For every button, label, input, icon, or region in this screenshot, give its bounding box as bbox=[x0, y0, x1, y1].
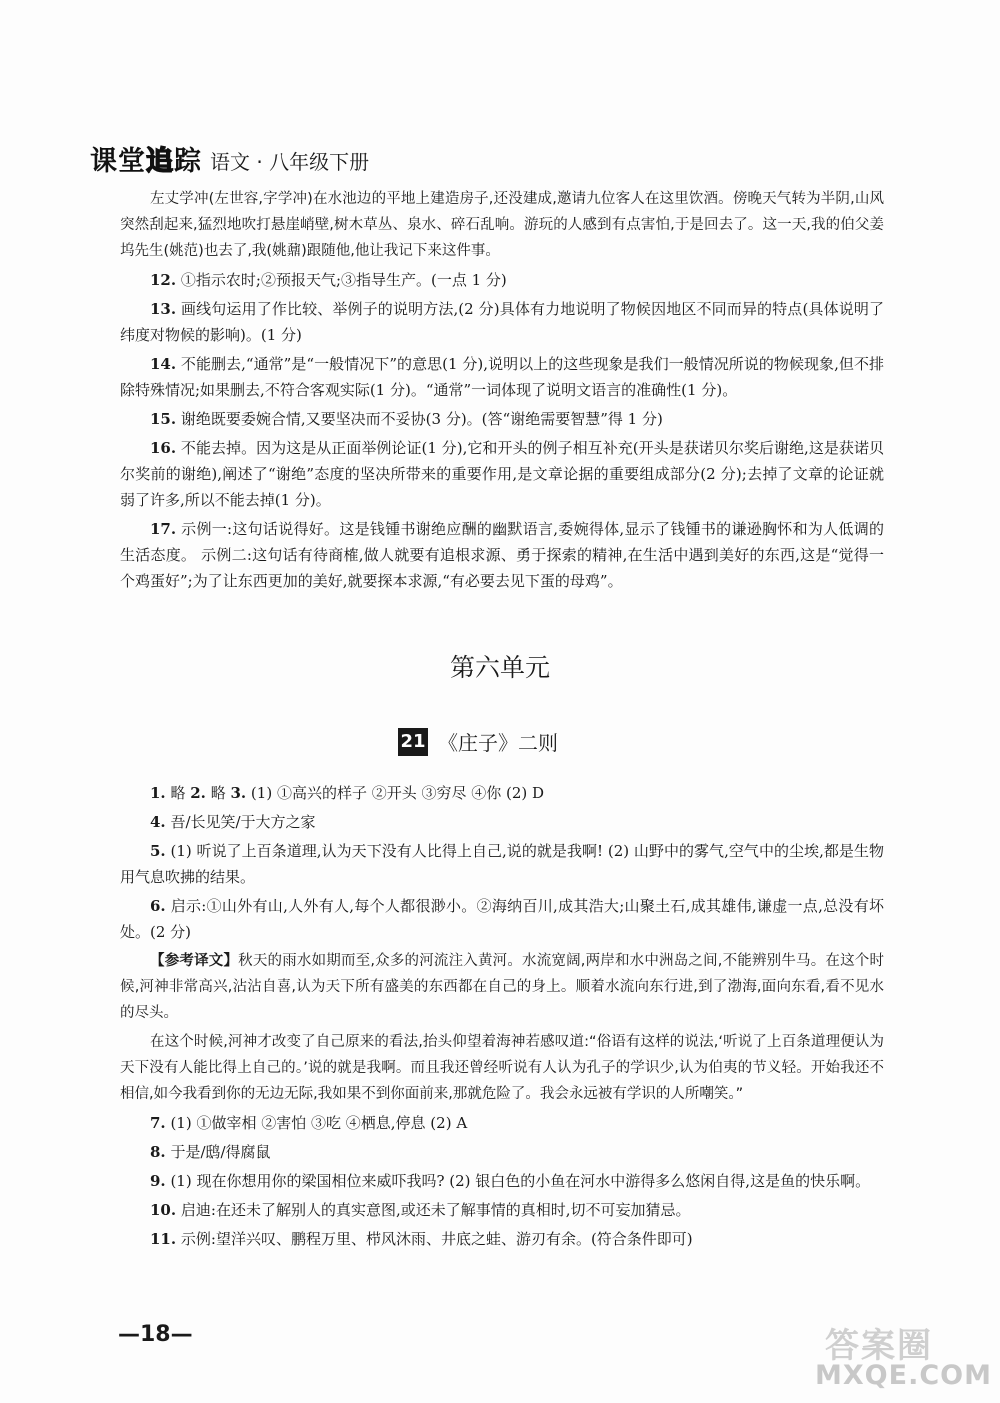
answer-16: 16. 不能去掉。因为这是从正面举例论证(1 分),它和开头的例子相互补充(开头是获诺贝尔奖后谢绝,这是获诺贝尔奖前的谢绝),阐述了“谢绝”态度的坚决所带来的重要作用,是文章论据的重要组成部分(2 分);去掉了文章的论证就弱了许多,所以不能去掉(1 分)。 bbox=[120, 439, 884, 509]
unit-title: 第六单元 bbox=[449, 653, 550, 682]
answer-4: 4. 吾/长见笑/于大方之家 bbox=[150, 813, 316, 831]
reference-translation-p2: 在这个时候,河神才改变了自己原来的看法,抬头仰望着海神若感叹道:“俗语有这样的说法,‘听说了上百条道理便认为天下没有人能比得上自己的。’说的就是我啊。而且我还曾经听说有人认为孔子的学识少,认为伯夷的节义轻。开始我还不相信,如今我看到你的无边无际,我如果不到你面前来,那就危险了。我会永远被有学识的人所嘲笑。” bbox=[120, 1034, 884, 1102]
subject-label: 语文 · 八年级下册 bbox=[210, 150, 370, 174]
answer-8: 8. 于是/鸱/得腐鼠 bbox=[150, 1143, 271, 1161]
answer-9: 9. (1) 现在你想用你的梁国相位来威吓我吗? (2) 银白色的小鱼在河水中游得多么悠闲自得,这是鱼的快乐啊。 bbox=[150, 1172, 871, 1190]
answer-12: 12. ①指示农时;②预报天气;③指导生产。(一点 1 分) bbox=[150, 271, 507, 289]
lesson-heading bbox=[398, 727, 558, 756]
answer-10: 10. 启迪:在还未了解别人的真实意图,或还未了解事情的真相时,切不可妄加猜忌。 bbox=[150, 1201, 691, 1219]
answer-14: 14. 不能删去,“通常”是“一般情况下”的意思(1 分),说明以上的这些现象是我们一般情况所说的物候现象,但不排除特殊情况;如果删去,不符合客观实际(1 分)。“通常”一词体现了说明文语言的准确性(1 分)。 bbox=[120, 355, 884, 399]
brand-logo: 课堂追踪 bbox=[90, 146, 202, 177]
answer-6: 6. 启示:①山外有山,人外有人,每个人都很渺小。②海纳百川,成其浩大;山聚土石,成其雄伟,谦虚一点,总没有坏处。(2 分) bbox=[120, 897, 884, 941]
answer-13: 13. 画线句运用了作比较、举例子的说明方法,(2 分)具体有力地说明了物候因地区不同而异的特点(具体说明了纬度对物候的影响)。(1 分) bbox=[120, 300, 884, 344]
lesson-number-badge: 21 bbox=[398, 728, 428, 756]
top-section bbox=[120, 186, 884, 597]
watermark bbox=[815, 1318, 991, 1396]
bottom-section bbox=[120, 780, 884, 1255]
reference-translation-p1: 【参考译文】秋天的雨水如期而至,众多的河流注入黄河。水流宽阔,两岸和水中洲岛之间,不能辨别牛马。在这个时候,河神非常高兴,沾沾自喜,认为天下所有盛美的东西都在自己的身上。顺着水流向东行进,到了渤海,面向东看,看不见水的尽头。 bbox=[120, 953, 884, 1021]
watermark-logo: 答案圈 bbox=[825, 1326, 933, 1366]
answer-7: 7. (1) ①做宰相 ②害怕 ③吃 ④栖息,停息 (2) A bbox=[150, 1114, 468, 1132]
answer-11: 11. 示例:望洋兴叹、鹏程万里、栉风沐雨、井底之蛙、游刃有余。(符合条件即可) bbox=[150, 1230, 693, 1248]
lesson-title: 《庄子》二则 bbox=[438, 731, 558, 755]
answer-5: 5. (1) 听说了上百条道理,认为天下没有人比得上自己,说的就是我啊! (2) 山野中的雾气,空气中的尘埃,都是生物用气息吹拂的结果。 bbox=[120, 842, 884, 886]
page-header bbox=[90, 138, 369, 178]
answer-15: 15. 谢绝既要委婉合情,又要坚决而不妥协(3 分)。(答“谢绝需要智慧”得 1 分) bbox=[150, 410, 663, 428]
page-number: —18— bbox=[118, 1322, 193, 1347]
answer-17: 17. 示例一:这句话说得好。这是钱锺书谢绝应酬的幽默语言,委婉得体,显示了钱锺书的谦逊胸怀和为人低调的生活态度。 示例二:这句话有待商榷,做人就要有追根求源、勇于探索的精神,在生活中遇到美好的东西,这是“觉得一个鸡蛋好”;为了让东西更加的美好,就要探本求源,“有必要去见下蛋的母鸡”。 bbox=[120, 520, 884, 590]
translation-continued: 左丈学冲(左世容,字学冲)在水池边的平地上建造房子,还没建成,邀请九位客人在这里饮酒。傍晚天气转为半阴,山风突然刮起来,猛烈地吹打悬崖峭壁,树木草丛、泉水、碎石乱响。游玩的人感到有点害怕,于是回去了。这一天,我的伯父姜坞先生(姚范)也去了,我(姚鼐)跟随他,他让我记下来这件事。 bbox=[120, 191, 884, 259]
reference-label: 【参考译文】 bbox=[150, 953, 239, 969]
watermark-site: MXQE.COM bbox=[815, 1360, 992, 1391]
answer-1-3: 1. 略 2. 略 3. (1) ①高兴的样子 ②开头 ③穷尽 ④你 (2) D bbox=[150, 784, 545, 802]
